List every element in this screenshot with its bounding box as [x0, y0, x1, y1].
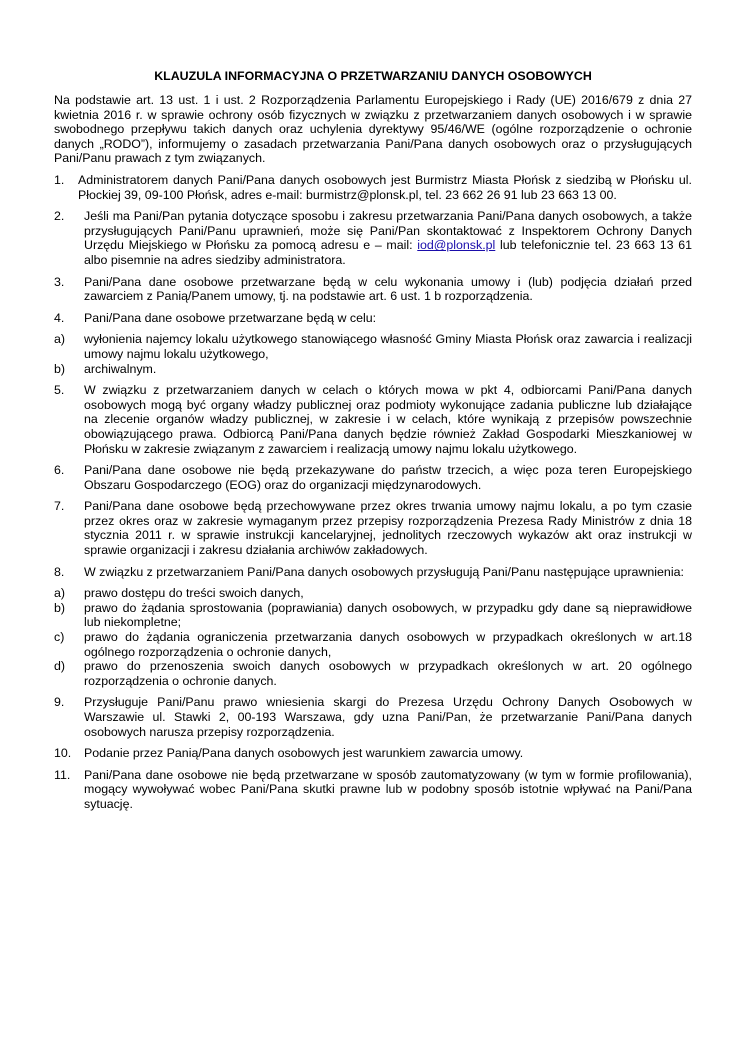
sub-item-text: wyłonienia najemcy lokalu użytkowego stanowiącego własność Gminy Miasta Płońsk oraz zawarcia i realizacji umowy najmu lokalu użytkowego,: [84, 332, 692, 361]
sub-item-letter: d): [54, 659, 66, 674]
clause-text: Pani/Pana dane osobowe przetwarzane będą w celu wykonania umowy i (lub) podjęcia działań przed zawarciem z Panią/Panem umowy, tj. na podstawie art. 6 ust. 1 b rozporządzenia.: [84, 274, 692, 304]
sub-item-text: prawo do żądania ograniczenia przetwarzania danych osobowych w przypadkach określonych w art.18 ogólnego rozporządzenia o ochronie danych,: [84, 630, 692, 659]
clause-text: W związku z przetwarzaniem Pani/Pana danych osobowych przysługują Pani/Panu następujące uprawnienia:: [84, 564, 684, 579]
clause-item-5: [54, 383, 692, 456]
clause-text: Pani/Pana dane osobowe nie będą przekazywane do państw trzecich, a więc poza teren Europejskiego Obszaru Gospodarczego (EOG) oraz do organizacji międzynarodowych.: [84, 463, 692, 492]
clause-item-3: [54, 275, 692, 304]
intro-paragraph: Na podstawie art. 13 ust. 1 i ust. 2 Rozporządzenia Parlamentu Europejskiego i Rady (UE) 2016/679 z dnia 27 kwietnia 2016 r. w sprawie ochrony osób fizycznych w związku z przetwarzaniem danych osobowych i w sprawie swobodnego przepływu takich danych oraz uchylenia dyrektywy 95/46/WE (ogólne rozporządzenie o ochronie danych „RODO”), informujemy o zasadach przetwarzania Pani/Pana danych osobowych oraz o przysługujących Pani/Panu prawach z tym związanych.: [54, 93, 692, 166]
clause-item-4: [54, 311, 692, 326]
document-title: KLAUZULA INFORMACYJNA O PRZETWARZANIU DANYCH OSOBOWYCH: [154, 69, 592, 83]
clause-text: Pani/Pana dane osobowe będą przechowywane przez okres trwania umowy najmu lokalu, a po tym czasie przez okres oraz w zakresie wymaganym przez przepisy rozporządzenia Prezesa Rady Ministrów z dnia 18 stycznia 2011 r. w sprawie instrukcji kancelaryjnej, jednolitych rzeczowych wykazów akt oraz instrukcji w sprawie organizacji i zakresu działania archiwów zakładowych.: [84, 499, 692, 558]
clause-item-11: [54, 768, 692, 812]
clause-item-10: [54, 746, 692, 761]
sub-item-text: prawo do żądania sprostowania (poprawiania) danych osobowych, w przypadku gdy dane są nieprawidłowe lub niekompletne;: [84, 600, 692, 630]
sub-item-8a: [54, 586, 692, 601]
sub-item-4a: [54, 332, 692, 361]
sub-item-8d: [54, 659, 692, 688]
clause-text: Jeśli ma Pani/Pan pytania dotyczące sposobu i zakresu przetwarzania Pani/Pana danych osobowych, a także przysługujących Pani/Panu uprawnień, może się Pani/Pan skontaktować z Inspektorem Ochrony Danych Urzędu Miejskiego w Płońsku za pomocą adresu e – mail:: [84, 209, 692, 253]
clause-item-9: [54, 695, 692, 739]
sub-item-letter: a): [54, 586, 66, 601]
clause-text: Przysługuje Pani/Panu prawo wniesienia skargi do Prezesa Urzędu Ochrony Danych Osobowych w Warszawie ul. Stawki 2, 00-193 Warszawa, gdy uzna Pani/Pan, że przetwarzanie Pani/Pana danych osobowych narusza przepisy rozporządzenia.: [84, 695, 692, 739]
sub-item-text: archiwalnym.: [84, 361, 157, 376]
clause-number: 5.: [54, 383, 65, 398]
sub-item-letter: c): [54, 630, 65, 645]
sub-item-text: prawo dostępu do treści swoich danych,: [84, 586, 304, 601]
clause-number: 10.: [54, 746, 72, 761]
clause-number: 1.: [54, 173, 65, 187]
clause-text: Pani/Pana dane osobowe przetwarzane będą w celu:: [84, 310, 377, 325]
iod-email-link[interactable]: iod@plonsk.pl: [417, 238, 496, 253]
clause-text-continued: lub telefonicznie tel. 23 663 13 61 albo pisemnie na adres siedziby administratora.: [84, 238, 692, 267]
clause-number: 2.: [54, 209, 65, 224]
clause-number: 6.: [54, 463, 65, 478]
clause-number: 4.: [54, 310, 65, 325]
clause-text: Administratorem danych Pani/Pana danych osobowych jest Burmistrz Miasta Płońsk z siedzibą w Płońsku ul. Płockiej 39, 09-100 Płońsk, adres e-mail: burmistrz@plonsk.pl, tel. 23 662 26 91 lub 23 663 13 00.: [78, 173, 692, 202]
sub-item-letter: b): [54, 600, 66, 615]
clause-item-8: [54, 565, 692, 580]
clause-number: 9.: [54, 695, 65, 710]
clause-text: Podanie przez Panią/Pana danych osobowych jest warunkiem zawarcia umowy.: [84, 746, 524, 761]
sub-item-letter: b): [54, 361, 66, 376]
clause-number: 7.: [54, 499, 65, 514]
sub-item-8c: [54, 630, 692, 659]
sub-item-4b: [54, 362, 692, 377]
sub-item-letter: a): [54, 332, 66, 347]
clause-item-1: [54, 173, 692, 202]
clause-text: Pani/Pana dane osobowe nie będą przetwarzane w sposób zautomatyzowany (w tym w formie profilowania), mogący wywoływać wobec Pani/Pana skutki prawne lub w podobny sposób istotnie wpływać na Pani/Pana sytuację.: [84, 767, 692, 811]
clause-list: [54, 173, 692, 812]
clause-number: 11.: [54, 767, 71, 782]
clause-text: W związku z przetwarzaniem danych w celach o których mowa w pkt 4, odbiorcami Pani/Pana danych osobowych mogą być organy władzy publicznej oraz podmioty wykonujące zadania publiczne lub działające na zlecenie organów władzy publicznej, w zakresie i w celach, które wynikają z przepisów powszechnie obowiązującego prawa. Odbiorcą Pani/Pana danych będzie również Zakład Gospodarki Mieszkaniowej w Płońsku w zakresie związanym z zawarciem i realizacją umowy najmu lokalu użytkowego.: [84, 383, 692, 456]
clause-item-2: [54, 209, 692, 267]
clause-number: 3.: [54, 274, 65, 289]
clause-item-6: [54, 463, 692, 492]
sub-item-8b: [54, 601, 692, 630]
clause-number: 8.: [54, 564, 65, 579]
clause-item-7: [54, 499, 692, 557]
sub-item-text: prawo do przenoszenia swoich danych osobowych w przypadkach określonych w art. 20 ogólnego rozporządzenia o ochronie danych.: [84, 659, 692, 688]
